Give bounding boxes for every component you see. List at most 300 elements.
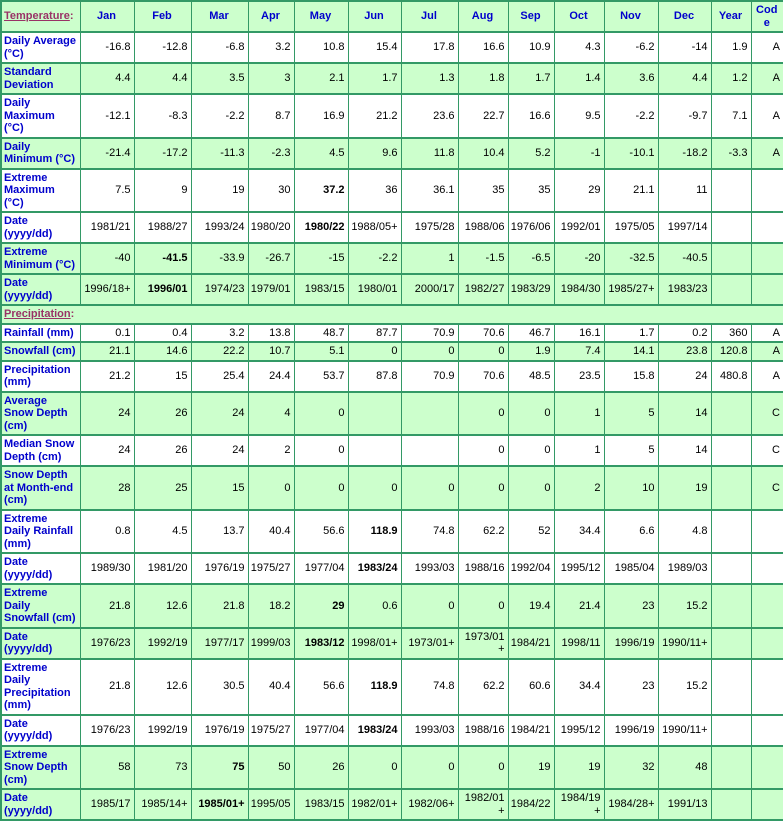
data-cell: -6.5 [508, 243, 554, 274]
data-cell: 25.4 [191, 361, 248, 392]
data-cell: 1992/04 [508, 553, 554, 584]
section-title-suffix: : [69, 10, 74, 23]
data-cell: 74.8 [401, 510, 458, 554]
data-cell: 7.1 [711, 94, 751, 138]
row-label: Snow Depth at Month-end (cm) [1, 466, 80, 510]
data-cell [751, 212, 783, 243]
data-cell [711, 584, 751, 628]
table-row [1, 63, 783, 94]
data-cell: 1979/01 [248, 274, 294, 305]
data-cell: -21.4 [80, 138, 134, 169]
table-row [1, 243, 783, 274]
row-label: Snowfall (cm) [1, 342, 80, 361]
data-cell [751, 715, 783, 746]
data-cell: 48.5 [508, 361, 554, 392]
data-cell: 0 [294, 392, 348, 436]
row-label: Date (yyyy/dd) [1, 274, 80, 305]
data-cell: 26 [134, 435, 191, 466]
data-cell: 0 [294, 435, 348, 466]
data-cell: 1976/19 [191, 715, 248, 746]
data-cell: 1977/04 [294, 553, 348, 584]
data-cell: 1981/21 [80, 212, 134, 243]
data-cell: -8.3 [134, 94, 191, 138]
data-cell [401, 392, 458, 436]
data-cell: 1976/19 [191, 553, 248, 584]
table-row [1, 628, 783, 659]
data-cell: 9.5 [554, 94, 604, 138]
data-cell: 0 [348, 466, 401, 510]
data-cell: 35 [508, 169, 554, 213]
data-cell: 30 [248, 169, 294, 213]
data-cell: 13.8 [248, 324, 294, 343]
table-row [1, 32, 783, 63]
data-cell: 1983/15 [294, 789, 348, 820]
column-header: Feb [134, 1, 191, 32]
data-cell: 0.2 [658, 324, 711, 343]
data-cell: 1975/05 [604, 212, 658, 243]
data-cell: 1988/05+ [348, 212, 401, 243]
data-cell: 87.7 [348, 324, 401, 343]
data-cell: 0 [458, 392, 508, 436]
data-cell: 15 [191, 466, 248, 510]
table-row [1, 94, 783, 138]
data-cell: 23.8 [658, 342, 711, 361]
data-cell: 0 [401, 746, 458, 790]
data-cell: 1976/06 [508, 212, 554, 243]
data-cell: 15.8 [604, 361, 658, 392]
column-header: Apr [248, 1, 294, 32]
data-cell: 21.8 [80, 584, 134, 628]
data-cell: 0 [458, 746, 508, 790]
data-cell: -40 [80, 243, 134, 274]
data-cell: 1977/17 [191, 628, 248, 659]
data-cell: 0.8 [80, 510, 134, 554]
data-cell [401, 435, 458, 466]
data-cell [751, 628, 783, 659]
data-cell [751, 584, 783, 628]
data-cell: 1983/29 [508, 274, 554, 305]
column-header-row [1, 1, 783, 32]
row-label: Extreme Daily Snowfall (cm) [1, 584, 80, 628]
data-cell [751, 510, 783, 554]
row-label: Extreme Snow Depth (cm) [1, 746, 80, 790]
data-cell: 0 [248, 466, 294, 510]
data-cell: 1983/23 [658, 274, 711, 305]
data-cell: 10.7 [248, 342, 294, 361]
data-cell: -14 [658, 32, 711, 63]
section-title: Temperature [4, 10, 70, 23]
data-cell: 46.7 [508, 324, 554, 343]
data-cell: A [751, 138, 783, 169]
data-cell: 30.5 [191, 659, 248, 715]
row-label: Precipitation (mm) [1, 361, 80, 392]
table-row [1, 138, 783, 169]
column-header: Aug [458, 1, 508, 32]
data-cell: 16.1 [554, 324, 604, 343]
column-header: Jul [401, 1, 458, 32]
data-cell: 1984/28+ [604, 789, 658, 820]
data-cell: 5.2 [508, 138, 554, 169]
data-cell: -12.1 [80, 94, 134, 138]
data-cell: 62.2 [458, 510, 508, 554]
data-cell: -26.7 [248, 243, 294, 274]
table-row [1, 466, 783, 510]
data-cell: 56.6 [294, 510, 348, 554]
data-cell: -12.8 [134, 32, 191, 63]
data-cell: 1977/04 [294, 715, 348, 746]
data-cell: 0.1 [80, 324, 134, 343]
data-cell: C [751, 392, 783, 436]
data-cell: 1995/05 [248, 789, 294, 820]
data-cell: 21.8 [80, 659, 134, 715]
data-cell: 4.3 [554, 32, 604, 63]
data-cell [711, 628, 751, 659]
data-cell: 19 [191, 169, 248, 213]
data-cell: 1.4 [554, 63, 604, 94]
data-cell: 0 [401, 342, 458, 361]
data-cell: 36.1 [401, 169, 458, 213]
data-cell [711, 435, 751, 466]
data-cell: 1982/06+ [401, 789, 458, 820]
data-cell: 0 [458, 466, 508, 510]
data-cell: 1.7 [604, 324, 658, 343]
data-cell: 14.6 [134, 342, 191, 361]
data-cell: 74.8 [401, 659, 458, 715]
data-cell: 1996/18+ [80, 274, 134, 305]
data-cell: -1 [554, 138, 604, 169]
data-cell: 37.2 [294, 169, 348, 213]
data-cell: 7.5 [80, 169, 134, 213]
data-cell: 1 [554, 435, 604, 466]
data-cell: 40.4 [248, 510, 294, 554]
data-cell: 1996/19 [604, 715, 658, 746]
data-cell: 1973/01+ [401, 628, 458, 659]
data-cell [711, 553, 751, 584]
data-cell: 21.4 [554, 584, 604, 628]
row-label: Date (yyyy/dd) [1, 789, 80, 820]
data-cell: 0 [294, 466, 348, 510]
column-header: Mar [191, 1, 248, 32]
data-cell: 1995/12 [554, 553, 604, 584]
column-header: Jan [80, 1, 134, 32]
data-cell: 2000/17 [401, 274, 458, 305]
data-cell: 9 [134, 169, 191, 213]
data-cell [711, 746, 751, 790]
table-row [1, 361, 783, 392]
row-label: Extreme Minimum (°C) [1, 243, 80, 274]
data-cell: 1981/20 [134, 553, 191, 584]
data-cell: 4.4 [80, 63, 134, 94]
data-cell: 19 [508, 746, 554, 790]
data-cell: -2.3 [248, 138, 294, 169]
data-cell: 3.2 [248, 32, 294, 63]
data-cell: 87.8 [348, 361, 401, 392]
data-cell: 13.7 [191, 510, 248, 554]
data-cell: 40.4 [248, 659, 294, 715]
data-cell: 48.7 [294, 324, 348, 343]
table-row [1, 659, 783, 715]
data-cell: 1982/01+ [458, 789, 508, 820]
data-cell [711, 789, 751, 820]
table-row [1, 274, 783, 305]
data-cell: 4.4 [134, 63, 191, 94]
section-band-row [1, 305, 783, 324]
data-cell: 1983/15 [294, 274, 348, 305]
data-cell [711, 466, 751, 510]
data-cell: 1992/01 [554, 212, 604, 243]
data-cell [711, 212, 751, 243]
data-cell: 0 [401, 466, 458, 510]
row-label: Extreme Daily Precipitation (mm) [1, 659, 80, 715]
data-cell [348, 435, 401, 466]
row-label: Date (yyyy/dd) [1, 212, 80, 243]
data-cell [751, 243, 783, 274]
data-cell: 24 [80, 435, 134, 466]
row-label: Average Snow Depth (cm) [1, 392, 80, 436]
data-cell: 5 [604, 435, 658, 466]
data-cell: 1985/04 [604, 553, 658, 584]
data-cell: 0 [458, 435, 508, 466]
column-header: May [294, 1, 348, 32]
data-cell: 1995/12 [554, 715, 604, 746]
data-cell: 9.6 [348, 138, 401, 169]
data-cell: 16.9 [294, 94, 348, 138]
data-cell: 1.7 [508, 63, 554, 94]
data-cell: 1993/03 [401, 553, 458, 584]
data-cell: 1988/16 [458, 553, 508, 584]
data-cell: 21.2 [348, 94, 401, 138]
data-cell: 1 [401, 243, 458, 274]
data-cell: 8.7 [248, 94, 294, 138]
data-cell: 4.5 [294, 138, 348, 169]
data-cell: 0 [458, 584, 508, 628]
data-cell: 1975/27 [248, 553, 294, 584]
row-label: Daily Minimum (°C) [1, 138, 80, 169]
table-row [1, 510, 783, 554]
row-label: Daily Average (°C) [1, 32, 80, 63]
data-cell: 11.8 [401, 138, 458, 169]
data-cell: 24 [191, 435, 248, 466]
data-cell: 34.4 [554, 659, 604, 715]
data-cell: -16.8 [80, 32, 134, 63]
data-cell: 10.8 [294, 32, 348, 63]
data-cell: 15.2 [658, 659, 711, 715]
data-cell: 1997/14 [658, 212, 711, 243]
data-cell: 0 [458, 342, 508, 361]
data-cell: 2.1 [294, 63, 348, 94]
section-title: Precipitation [4, 308, 71, 320]
data-cell: 52 [508, 510, 554, 554]
data-cell: -41.5 [134, 243, 191, 274]
row-label: Date (yyyy/dd) [1, 553, 80, 584]
climate-table-body [1, 1, 783, 820]
temperature-section-header [1, 1, 80, 32]
data-cell: 1976/23 [80, 628, 134, 659]
data-cell: 0.6 [348, 584, 401, 628]
data-cell: 53.7 [294, 361, 348, 392]
data-cell: 29 [554, 169, 604, 213]
data-cell: 1985/01+ [191, 789, 248, 820]
data-cell: 6.6 [604, 510, 658, 554]
table-row [1, 715, 783, 746]
data-cell: 1988/27 [134, 212, 191, 243]
data-cell: 34.4 [554, 510, 604, 554]
data-cell: 22.7 [458, 94, 508, 138]
data-cell: 1974/23 [191, 274, 248, 305]
data-cell: 3.5 [191, 63, 248, 94]
data-cell: 3.2 [191, 324, 248, 343]
data-cell: -11.3 [191, 138, 248, 169]
data-cell: 14 [658, 392, 711, 436]
data-cell: A [751, 32, 783, 63]
data-cell: -17.2 [134, 138, 191, 169]
data-cell: 29 [294, 584, 348, 628]
data-cell [711, 510, 751, 554]
data-cell [751, 659, 783, 715]
data-cell: 26 [134, 392, 191, 436]
data-cell: A [751, 324, 783, 343]
data-cell: 1998/01+ [348, 628, 401, 659]
data-cell: C [751, 466, 783, 510]
data-cell: 12.6 [134, 659, 191, 715]
data-cell: 4.5 [134, 510, 191, 554]
data-cell: 1.8 [458, 63, 508, 94]
data-cell: 15.4 [348, 32, 401, 63]
data-cell: 4.8 [658, 510, 711, 554]
data-cell: 1983/12 [294, 628, 348, 659]
row-label: Date (yyyy/dd) [1, 628, 80, 659]
data-cell: 0 [401, 584, 458, 628]
data-cell: 1993/03 [401, 715, 458, 746]
column-header: Jun [348, 1, 401, 32]
data-cell: 118.9 [348, 659, 401, 715]
table-row [1, 789, 783, 820]
data-cell: 4 [248, 392, 294, 436]
data-cell: 1983/24 [348, 715, 401, 746]
data-cell: 14 [658, 435, 711, 466]
data-cell: 2 [248, 435, 294, 466]
data-cell: 15 [134, 361, 191, 392]
section-title-suffix: : [70, 308, 75, 320]
column-header: Nov [604, 1, 658, 32]
data-cell: -2.2 [348, 243, 401, 274]
data-cell: 62.2 [458, 659, 508, 715]
data-cell: C [751, 435, 783, 466]
data-cell: 11 [658, 169, 711, 213]
data-cell: 5 [604, 392, 658, 436]
row-label: Standard Deviation [1, 63, 80, 94]
data-cell: 24 [658, 361, 711, 392]
data-cell: 480.8 [711, 361, 751, 392]
data-cell: 1996/01 [134, 274, 191, 305]
data-cell: 1988/06 [458, 212, 508, 243]
data-cell: -2.2 [604, 94, 658, 138]
data-cell: 3.6 [604, 63, 658, 94]
data-cell: 48 [658, 746, 711, 790]
data-cell [711, 169, 751, 213]
data-cell: -40.5 [658, 243, 711, 274]
data-cell [711, 659, 751, 715]
data-cell: 1992/19 [134, 628, 191, 659]
data-cell: 1984/30 [554, 274, 604, 305]
table-row [1, 342, 783, 361]
row-label: Rainfall (mm) [1, 324, 80, 343]
data-cell: 0 [508, 466, 554, 510]
data-cell: 1998/11 [554, 628, 604, 659]
data-cell: 1980/01 [348, 274, 401, 305]
data-cell: 1985/27+ [604, 274, 658, 305]
data-cell: 10.4 [458, 138, 508, 169]
data-cell: 58 [80, 746, 134, 790]
data-cell: 23 [604, 584, 658, 628]
data-cell: 18.2 [248, 584, 294, 628]
data-cell: 21.8 [191, 584, 248, 628]
data-cell: -18.2 [658, 138, 711, 169]
table-row [1, 324, 783, 343]
data-cell [751, 169, 783, 213]
data-cell: -9.7 [658, 94, 711, 138]
data-cell: 1973/01+ [458, 628, 508, 659]
table-row [1, 746, 783, 790]
data-cell: 19 [554, 746, 604, 790]
data-cell: 21.2 [80, 361, 134, 392]
data-cell: 4.4 [658, 63, 711, 94]
column-header: Dec [658, 1, 711, 32]
data-cell: 1984/21 [508, 628, 554, 659]
data-cell [348, 392, 401, 436]
data-cell: 36 [348, 169, 401, 213]
row-label: Extreme Daily Rainfall (mm) [1, 510, 80, 554]
data-cell: 21.1 [604, 169, 658, 213]
data-cell: 1983/24 [348, 553, 401, 584]
row-label: Date (yyyy/dd) [1, 715, 80, 746]
data-cell [751, 274, 783, 305]
data-cell: 1989/03 [658, 553, 711, 584]
data-cell: 5.1 [294, 342, 348, 361]
data-cell: 1976/23 [80, 715, 134, 746]
data-cell: 10 [604, 466, 658, 510]
data-cell: 118.9 [348, 510, 401, 554]
data-cell: -20 [554, 243, 604, 274]
data-cell: 10.9 [508, 32, 554, 63]
data-cell: 1980/20 [248, 212, 294, 243]
data-cell: 1993/24 [191, 212, 248, 243]
data-cell: 0 [348, 746, 401, 790]
data-cell: 19 [658, 466, 711, 510]
data-cell: 1996/19 [604, 628, 658, 659]
data-cell: 24 [80, 392, 134, 436]
data-cell: 16.6 [508, 94, 554, 138]
data-cell: 35 [458, 169, 508, 213]
data-cell: 56.6 [294, 659, 348, 715]
data-cell: A [751, 342, 783, 361]
data-cell: 1975/27 [248, 715, 294, 746]
data-cell: 23.5 [554, 361, 604, 392]
data-cell: -15 [294, 243, 348, 274]
data-cell: 16.6 [458, 32, 508, 63]
data-cell: 70.6 [458, 361, 508, 392]
data-cell: -2.2 [191, 94, 248, 138]
table-row [1, 212, 783, 243]
data-cell: 17.8 [401, 32, 458, 63]
data-cell: 1984/19+ [554, 789, 604, 820]
data-cell [751, 789, 783, 820]
data-cell: 1 [554, 392, 604, 436]
row-label: Median Snow Depth (cm) [1, 435, 80, 466]
data-cell: 1982/01+ [348, 789, 401, 820]
data-cell: 3 [248, 63, 294, 94]
data-cell: -3.3 [711, 138, 751, 169]
